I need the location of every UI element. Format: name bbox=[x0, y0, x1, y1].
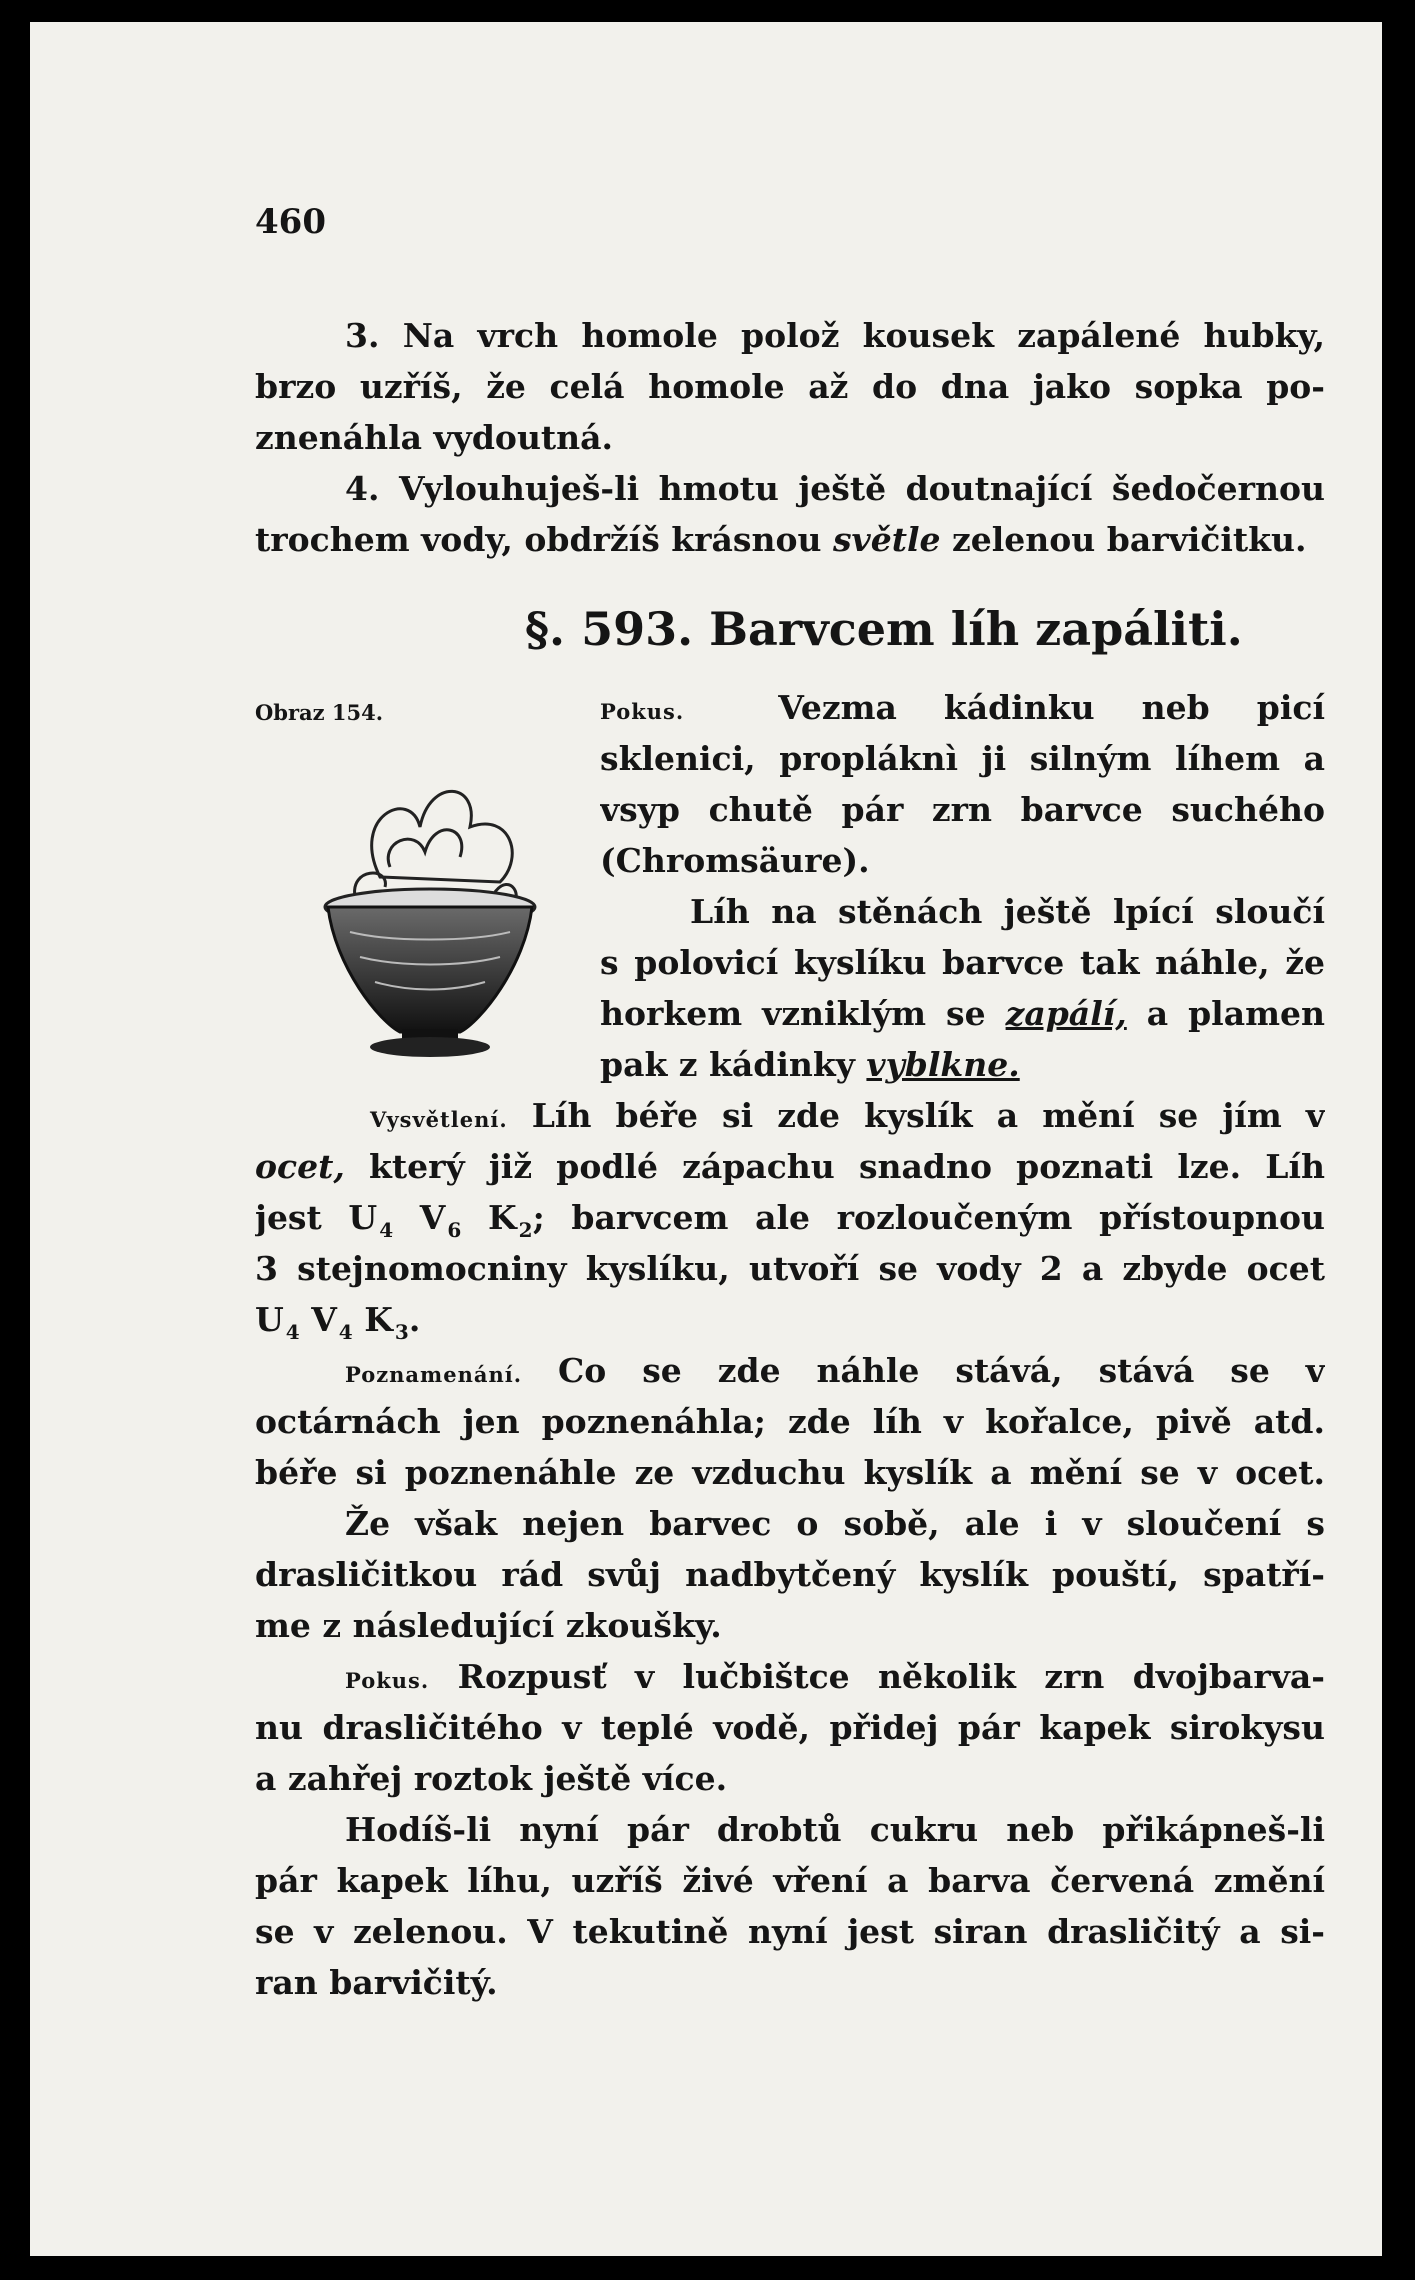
text-line: Poznamenání. Co se zde náhle stává, stává se v bbox=[345, 1351, 1325, 1390]
text-line: octárnách jen poznenáhla; zde líh v kořalce, pivě atd. bbox=[255, 1402, 1325, 1441]
text-line: Vysvětlení. Líh béře si zde kyslík a mění se jím v bbox=[370, 1096, 1325, 1135]
text-line: znenáhla vydoutná. bbox=[255, 418, 614, 457]
experiment-label: Pokus. bbox=[345, 1668, 430, 1693]
emphasis: zapálí, bbox=[1005, 994, 1127, 1033]
text-line: drasličitkou rád svůj nadbytčený kyslík pouští, spatří- bbox=[255, 1555, 1325, 1594]
emphasis: ocet, bbox=[255, 1147, 345, 1186]
section-heading: §. 593. Barvcem líh zapáliti. bbox=[525, 602, 1243, 656]
formula-line: jest U $_4$ V $_6$ K $_2$; barvcem ale rozloučeným přístoupnou bbox=[255, 1198, 1325, 1242]
page-number: 460 bbox=[255, 202, 326, 242]
text-line: Hodíš-li nyní pár drobtů cukru neb přikápneš-li bbox=[345, 1810, 1325, 1849]
note-label: Poznamenání. bbox=[345, 1362, 523, 1387]
experiment-label: Pokus. bbox=[600, 699, 685, 724]
text-line: 4. Vylouhuješ-li hmotu ještě doutnající šedočernou bbox=[345, 469, 1325, 508]
explanation-label: Vysvětlení. bbox=[370, 1107, 508, 1132]
beaker-flame-illustration bbox=[310, 757, 550, 1062]
figure-label: Obraz 154. bbox=[255, 700, 384, 725]
text-line: pár kapek líhu, uzříš živé vření a barva červená změní bbox=[255, 1861, 1325, 1900]
text-line: nu drasličitého v teplé vodě, přidej pár kapek sirokysu bbox=[255, 1708, 1325, 1747]
lower-paragraphs bbox=[255, 1090, 1325, 2008]
formula-line: U $_4$ V $_4$ K $_3$. bbox=[255, 1300, 421, 1344]
book-page bbox=[30, 22, 1382, 2256]
text-line: horkem vzniklým se zapálí, a plamen bbox=[600, 994, 1325, 1033]
text-line: se v zelenou. V tekutině nyní jest siran drasličitý a si- bbox=[255, 1912, 1325, 1951]
experiment-block bbox=[600, 682, 1325, 1090]
text-line: ran barvičitý. bbox=[255, 1963, 498, 2002]
top-paragraphs bbox=[255, 310, 1325, 565]
text-line: vsyp chutě pár zrn barvce suchého bbox=[600, 790, 1325, 829]
text-line: 3 stejnomocniny kyslíku, utvoří se vody 2 a zbyde ocet bbox=[255, 1249, 1325, 1288]
emphasis: vyblkne. bbox=[866, 1045, 1020, 1084]
text-line: pak z kádinky vyblkne. bbox=[600, 1045, 1020, 1084]
emphasis: světle bbox=[832, 520, 941, 559]
text-line: (Chromsäure). bbox=[600, 841, 870, 880]
text-line: Pokus. Vezma kádinku neb picí bbox=[600, 688, 1325, 727]
text-line: ocet, který již podlé zápachu snadno poznati lze. Líh bbox=[255, 1147, 1325, 1186]
text-line: sklenici, propláknì ji silným líhem a bbox=[600, 739, 1325, 778]
text-line: s polovicí kyslíku barvce tak náhle, že bbox=[600, 943, 1325, 982]
text-line: me z následující zkoušky. bbox=[255, 1606, 722, 1645]
text-line: a zahřej roztok ještě více. bbox=[255, 1759, 728, 1798]
text-line: Líh na stěnách ještě lpící sloučí bbox=[690, 892, 1325, 931]
text-line: brzo uzříš, že celá homole až do dna jako sopka po- bbox=[255, 367, 1325, 406]
text-line: Pokus. Rozpusť v lučbištce několik zrn dvojbarva- bbox=[345, 1657, 1325, 1696]
text-line: Že však nejen barvec o sobě, ale i v sloučení s bbox=[345, 1504, 1325, 1543]
text-line: 3. Na vrch homole polož kousek zapálené hubky, bbox=[345, 316, 1325, 355]
text-line: trochem vody, obdržíš krásnou světle zelenou barvičitku. bbox=[255, 520, 1307, 559]
text-line: béře si poznenáhle ze vzduchu kyslík a mění se v ocet. bbox=[255, 1453, 1325, 1492]
